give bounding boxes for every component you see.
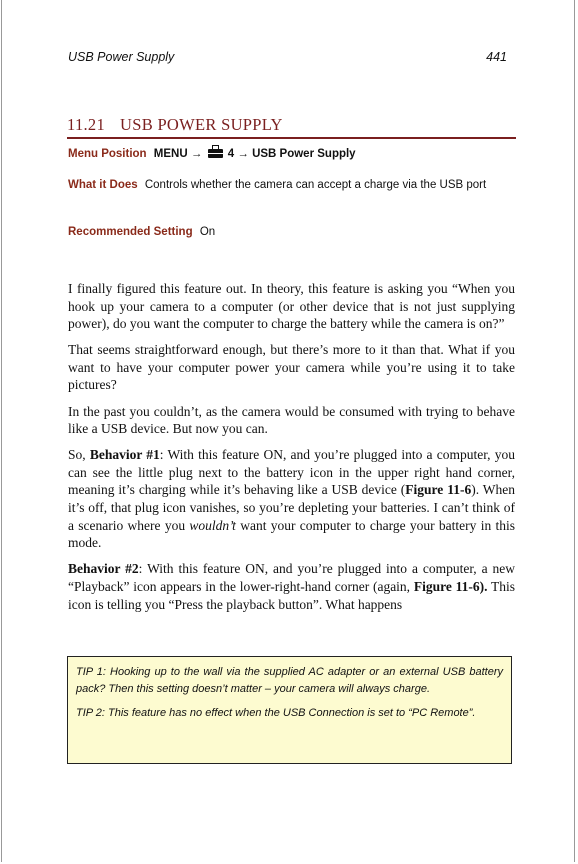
figure-reference: Figure 11-6	[405, 482, 472, 498]
page-number: 441	[486, 50, 507, 64]
menu-path-tab: 4 →	[227, 148, 249, 160]
tip-2: TIP 2: This feature has no effect when the USB Connection is set to “PC Remote”.	[76, 707, 476, 719]
what-it-does-text: Controls whether the camera can accept a charge via the USB port	[144, 179, 487, 191]
paragraph-behavior-2: Behavior #2: With this feature ON, and you’re plugged into a computer, a new “Playback” icon appears in the lower-right-hand corner (again, Figure 11-6). This icon is telling you “Press the playback button”. What happens	[68, 561, 515, 612]
paragraph-behavior-1: So, Behavior #1: With this feature ON, and you’re plugged into a computer, you can see the little plug next to the battery icon in the upper right hand corner, meaning it’s charging while it’s behaving like a USB device (Figure 11-6). When it’s off, that plug icon vanishes, so you’re depleting your batteries. I can’t think of a scenario where you wouldn’t want your computer to charge your battery in this mode.	[68, 447, 515, 551]
recommended-setting-value: On	[199, 226, 216, 238]
what-it-does	[68, 177, 488, 194]
menu-path-item: USB Power Supply	[252, 148, 356, 160]
what-it-does-label: What it Does	[68, 179, 138, 191]
section-heading	[67, 115, 516, 139]
menu-path-menu: MENU →	[153, 148, 203, 160]
running-head	[68, 50, 507, 64]
section-title: USB POWER SUPPLY	[120, 115, 283, 134]
body-text	[68, 280, 515, 622]
toolbox-icon	[208, 149, 223, 158]
menu-position-line	[68, 146, 488, 163]
paragraph: I finally figured this feature out. In theory, this feature is asking you “When you hook up your camera to a computer (or other device that is not just supplying power), do you want the computer to charge the battery while the camera is on?”	[68, 281, 515, 332]
tip-1: TIP 1: Hooking up to the wall via the supplied AC adapter or an external USB battery pack? Then this setting doesn’t matter – your camera will always charge.	[76, 666, 503, 695]
running-head-title: USB Power Supply	[68, 50, 175, 64]
paragraph: In the past you couldn’t, as the camera would be consumed with trying to behave like a USB device. But now you can.	[68, 403, 515, 437]
tip-box	[67, 656, 512, 764]
recommended-setting	[68, 224, 488, 241]
behavior-1-label: Behavior #1	[89, 447, 160, 463]
recommended-setting-label: Recommended Setting	[68, 226, 193, 238]
figure-reference: Figure 11-6).	[413, 578, 488, 594]
section-number: 11.21	[67, 115, 106, 134]
behavior-2-label: Behavior #2	[68, 561, 139, 577]
menu-position-label: Menu Position	[68, 148, 147, 160]
paragraph: That seems straightforward enough, but there’s more to it than that. What if you want to have your computer power your camera while you’re using it to take pictures?	[68, 342, 515, 393]
